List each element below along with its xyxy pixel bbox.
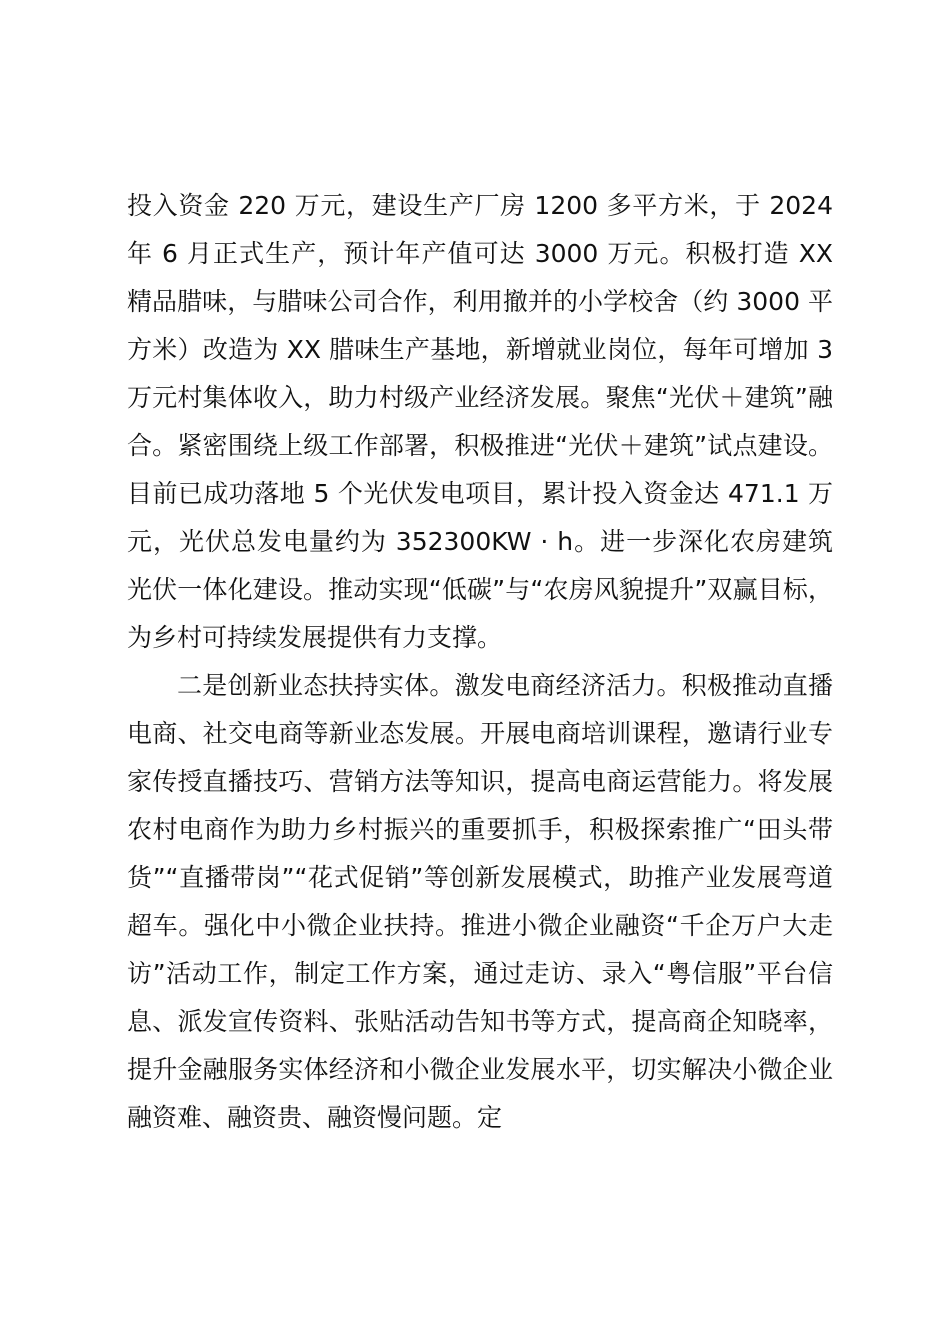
paragraph-2: 二是创新业态扶持实体。激发电商经济活力。积极推动直播电商、社交电商等新业态发展。开展电商培训课程，邀请行业专家传授直播技巧、营销方法等知识，提高电商运营能力。将发展农村电商作为助力乡村振兴的重要抓手，积极探索推广“田头带货”“直播带岗”“花式促销”等创新发展模式，助推产业发展弯道超车。强化中小微企业扶持。推进小微企业融资“千企万户大走访”活动工作，制定工作方案，通过走访、录入“粤信服”平台信息、派发宣传资料、张贴活动告知书等方式，提高商企知晓率，提升金融服务实体经济和小微企业发展水平，切实解决小微企业融资难、融资贵、融资慢问题。定: [127, 671, 833, 1132]
document-body: [127, 182, 833, 1142]
paragraph-1: 投入资金 220 万元，建设生产厂房 1200 多平方米，于 2024 年 6 月正式生产，预计年产值可达 3000 万元。积极打造 XX 精品腊味，与腊味公司合作，利用撤并的小学校舍（约 3000 平方米）改造为 XX 腊味生产基地，新增就业岗位，每年可增加 3 万元村集体收入，助力村级产业经济发展。聚焦“光伏＋建筑”融合。紧密围绕上级工作部署，积极推进“光伏＋建筑”试点建设。目前已成功落地 5 个光伏发电项目，累计投入资金达 471.1 万元，光伏总发电量约为 352300KW · h。进一步深化农房建筑光伏一体化建设。推动实现“低碳”与“农房风貌提升”双赢目标，为乡村可持续发展提供有力支撑。: [127, 191, 833, 652]
